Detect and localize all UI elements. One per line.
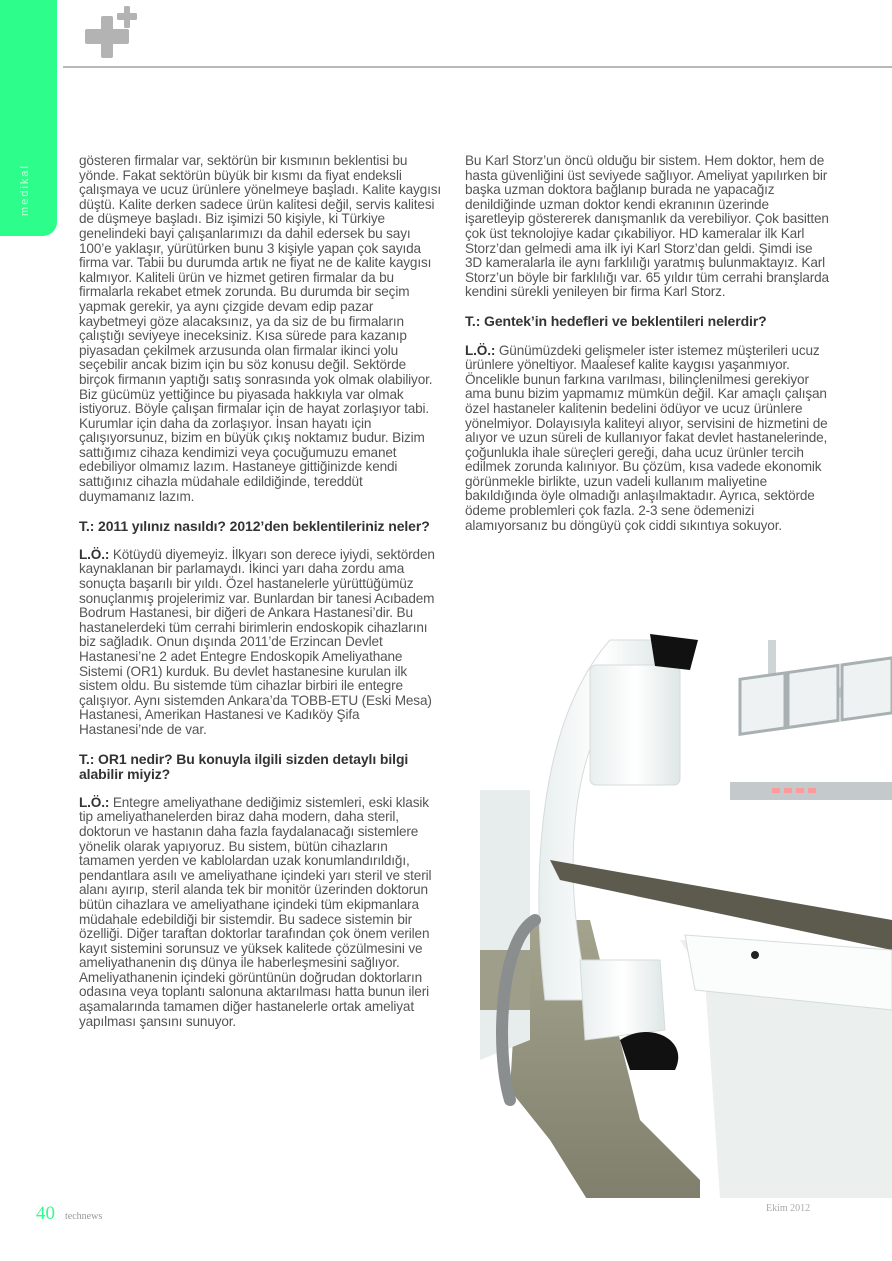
article-column-right	[465, 154, 830, 533]
answer-label: L.Ö.:	[79, 546, 110, 562]
answer-text: Kötüydü diyemeyiz. İlkyarı son derece iyiydi, sektörden kaynaklanan bir parlamaydı. İkinci yarı daha zordu ama sonuçta başarılı bir yıldı. Özel hastanelerle yürüttüğümüz sonuçlanmış projelerimiz var. Bunlardan bir tanesi Acıbadem Bodrum Hastanesi, bir diğeri de Ankara Hastanesi’dir. Bu hastanelerdeki tüm cerrahi birimlerin endoskopik cihazlarını biz sağladık. Onun dışında 2011’de Erzincan Devlet Hastanesi’ne 2 adet Entegre Endoskopik Ameliyathane Sistemi (OR1) kurduk. Bu devlet hastanesine kurulan ilk sistem oldu. Bu sistemde tüm cihazlar birbiri ile entegre çalışıyor. Aynı sistemden Ankara’da TOBB-ETU (Eski Mesa) Hastanesi, Amerikan Hastanesi ve Kadıköy Şifa Hastanesi’nde de var.	[79, 546, 435, 737]
answer-text: Günümüzdeki gelişmeler ister istemez müşterileri ucuz ürünlere yöneltiyor. Maalesef kalite kaygısı yaşanmıyor. Öncelikle bunun farkına varılması, bilinçlenilmesi gerekiyor ama bunu bizim yapmamız mümkün değil. Kar amaçlı çalışan özel hastaneler kalitenin bedelini ödüyor ve ucuz ürünlere yönelmiyor. Dolayısıyla kaliteyi alıyor, servisini de hizmetini de alıyor ve uzun süreli de kullanıyor fakat devlet hastanelerinde, çoğunlukla ihale süreçleri gereği, daha ucuz ürünler tercih edilmek zorunda kalınıyor. Bu çözüm, kısa vadede ekonomik görünmekle birlikte, uzun vadeli kullanım maliyetine bakıldığında öyle olmadığı anlaşılmaktadır. Ayrıca, sektörde ödeme problemleri çok fazla. 2-3 sene ödemenizi alamıyorsanız bu döngüyü çok ciddi sıkıntıya sokuyor.	[465, 342, 828, 533]
answer-paragraph	[79, 796, 441, 1030]
paragraph: Bu Karl Storz’un öncü olduğu bir sistem. Hem doktor, hem de hasta güvenliğini üst seviyede sağlıyor. Ameliyat yapılırken bir başka uzman doktora bağlanıp burada ne yapacağız denildiğinde uzman doktor kendi ekranının üzerinde işaretleyip göstererek danışmanlık da verebiliyor. Çok basitten çok üst teknolojiye kadar çıkabiliyor. HD kameralar ilk Karl Storz’dan gelmedi ama ilk iyi Karl Storz’dan geldi. Şimdi ise 3D kameralarla ile aynı farklılığı yaratmış bulunmaktayız. Karl Storz’un böyle bir farklılığı var. 65 yıldır tüm cerrahi branşlarda kendini sürekli yenileyen bir firma Karl Storz.	[465, 153, 829, 300]
monitor	[740, 658, 892, 734]
article-column-left	[79, 154, 441, 1029]
answer-label: L.Ö.:	[79, 794, 110, 810]
question-heading: T.: Gentek’in hedefleri ve beklentileri nelerdir?	[465, 313, 767, 330]
question-heading: T.: 2011 yılınız nasıldı? 2012’den beklentileriniz neler?	[79, 517, 430, 534]
answer-label: L.Ö.:	[465, 342, 496, 358]
header-divider	[63, 66, 892, 68]
magazine-name: technews	[65, 1211, 103, 1222]
medical-cross-icon	[82, 6, 144, 60]
answer-text: Entegre ameliyathane dediğimiz sistemleri, eski klasik tip ameliyathanelerden biraz daha modern, daha steril, doktorun ve hastanın daha fazla faydalanacağı sistemlere yönelik olarak yapıyoruz. Bu sistem, bütün cihazların tamamen yerden ve kablolardan uzak konumlandırıldığı, pendantlara asılı ve ameliyathane içindeki yarı steril ve steril alanı ayırıp, steril alanda tek bir monitör üzerinden doktorun bütün cihazlara ve ameliyathane içindeki tüm ekipmanlara müdahale edebildiği bir sistemdir. Bu sadece sistemin bir özelliği. Diğer taraftan doktorlar tarafından çok önem verilen kayıt sistemini sorunsuz ve yüksek kalitede çözülmesini ve ameliyathanenin dış dünya ile haberleşmesini sağlıyor. Ameliyathanenin içindeki görüntünün doğrudan doktorların odasına veya toplantı salonuna aktarılması hatta bunun ileri aşamalarında tamamen diğer hastanelerle ortak ameliyat yapılması şansını sunuyor.	[79, 794, 432, 1029]
paragraph: gösteren firmalar var, sektörün bir kısmının beklentisi bu yönde. Fakat sektörün büyük bir kısmı da fiyat endeksli çalışmaya ve ucuz ürünlere yönelmeye başladı. Kalite kaygısı düştü. Kalite derken sadece ürün kalitesi değil, servis kalitesi de düşmeye başladı. Biz işimizi 50 kişiyle, ki Türkiye genelindeki bayi çalışanlarımızı da dahil edersek bu sayı 100’e yaklaşır, yürütürken bunu 3 kişiyle yapan çok sayıda firma var. Tabii bu durumda artık ne fiyat ne de kalite kaygısı kalmıyor. Kaliteli ürün ve hizmet getiren firmalar da bu firmalarla rekabet etmek zorunda. Bu durumda bir seçim yapmak gerekir, ya aynı çizgide devam edip pazar kaybetmeyi göze alacaksınız, ya da siz de bu firmaların çalıştığı seviyeye ineceksiniz. Kısa sürede para kazanıp piyasadan çekilmek arzusunda olan firmalar ikinci yolu seçebilir ancak bizim için bu söz konusu değil. Sektörde birçok firmanın yaptığı satış sonrasında yok olmak olabiliyor. Biz gücümüz yettiğince bu piyasada hakkıyla var olmak istiyoruz. Böyle çalışan firmalar için de hayat zorlaşıyor tabi. Kurumlar için daha da zorlaşıyor. İnsan hayatı için çalışıyorsunuz, bizim en büyük çıkış noktamız budur. Bizim sattığımız cihaza kendimizi veya çocuğumuzu emanet edebiliyor olmamız lazım. Hastaneye gittiğinizde kendi sattığınız cihazla müdahale edildiğinde, tereddüt duymamanız lazım.	[79, 153, 441, 504]
surgical-equipment-photo	[450, 620, 892, 1198]
answer-paragraph	[465, 344, 830, 534]
answer-paragraph	[79, 548, 441, 738]
section-label: medikal	[19, 164, 31, 216]
issue-date: Ekim 2012	[766, 1203, 811, 1214]
page-number: 40	[36, 1203, 55, 1224]
question-heading: T.: OR1 nedir? Bu konuyla ilgili sizden detaylı bilgi alabilir miyiz?	[79, 751, 409, 782]
